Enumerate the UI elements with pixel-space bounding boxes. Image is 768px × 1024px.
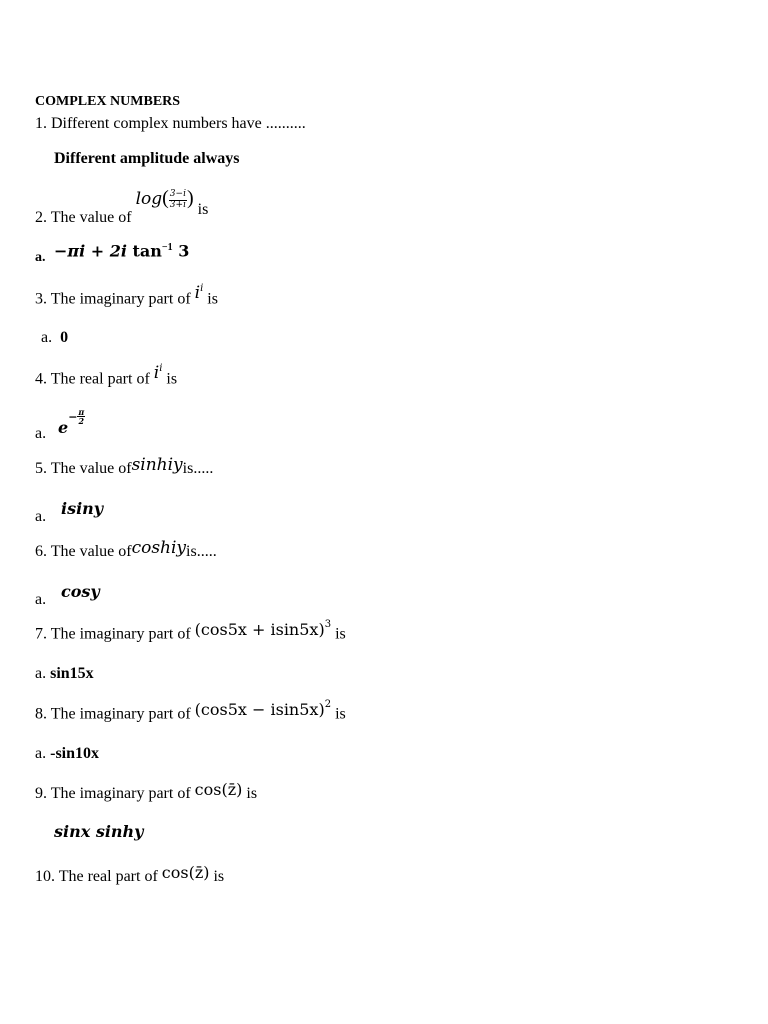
q2-prefix: 2. The value of xyxy=(35,209,132,226)
q3-exp: i xyxy=(200,283,204,294)
q2-answer-c: 3 xyxy=(172,241,190,261)
q3-answer: 0 xyxy=(60,329,69,346)
question-4 xyxy=(35,363,178,388)
q6-suffix: is..... xyxy=(186,543,217,560)
question-6 xyxy=(35,538,217,560)
answer-5: isiny xyxy=(61,499,104,518)
q5-suffix: is..... xyxy=(182,460,214,477)
answer-4 xyxy=(58,407,85,437)
question-1: 1. Different complex numbers have .......... xyxy=(35,115,306,132)
q2-answer-sup: −1 xyxy=(161,242,173,253)
q3-label: a. xyxy=(41,329,53,346)
answer-1: Different amplitude always xyxy=(54,150,240,167)
q7-exp: 3 xyxy=(324,619,332,630)
q8-answer: -sin10x xyxy=(50,745,100,762)
answer-2 xyxy=(54,243,189,260)
question-5 xyxy=(35,455,214,477)
q2-fraction xyxy=(169,190,187,210)
question-8 xyxy=(35,699,346,723)
q2-answer-a: −πi + 2i xyxy=(54,241,133,261)
q4-answer-exponent xyxy=(68,408,85,426)
q3-prefix: 3. The imaginary part of xyxy=(35,290,191,308)
q9-suffix: is xyxy=(246,785,258,802)
q2-answer-tan: tan xyxy=(132,241,162,261)
answer-6-label: a. xyxy=(35,591,47,608)
q7-suffix: is xyxy=(335,625,346,643)
q10-suffix: is xyxy=(213,868,225,885)
q4-exp-den: 2 xyxy=(78,416,85,427)
question-10 xyxy=(35,863,225,885)
q5-expr: sinhiy xyxy=(131,455,183,475)
answer-8 xyxy=(35,746,99,762)
q9-expr: cos(z̄) xyxy=(194,780,243,799)
q4-prefix: 4. The real part of xyxy=(35,370,150,388)
answer-7 xyxy=(35,666,94,682)
q6-prefix: 6. The value of xyxy=(35,543,132,560)
q4-suffix: is xyxy=(166,370,178,388)
q2-numerator: 3−i xyxy=(169,189,186,200)
q6-expr: coshiy xyxy=(131,538,187,558)
q2-paren-close: ) xyxy=(186,187,194,209)
q5-prefix: 5. The value of xyxy=(35,460,132,477)
q10-prefix: 10. The real part of xyxy=(35,868,158,885)
question-3 xyxy=(35,283,218,308)
page-heading: COMPLEX NUMBERS xyxy=(35,94,181,109)
q4-exp: i xyxy=(159,363,163,374)
q8-prefix: 8. The imaginary part of xyxy=(35,705,191,723)
q8-expr: (cos5x − isin5x) xyxy=(194,700,325,720)
answer-2-label: a. xyxy=(35,250,46,265)
q4-answer-base: e xyxy=(58,418,69,437)
answer-4-label: a. xyxy=(35,425,47,442)
answer-9: sinx sinhy xyxy=(54,822,144,841)
q2-suffix: is xyxy=(197,201,209,218)
answer-3 xyxy=(41,330,68,346)
answer-5-label: a. xyxy=(35,508,47,525)
question-9 xyxy=(35,780,258,802)
q4-base: i xyxy=(153,363,160,384)
q7-label: a. xyxy=(35,665,47,682)
q7-expr: (cos5x + isin5x) xyxy=(194,620,325,640)
q8-label: a. xyxy=(35,745,47,762)
q2-log: log xyxy=(135,189,163,209)
q4-exp-frac xyxy=(77,408,85,426)
question-2 xyxy=(35,187,209,226)
q3-base: i xyxy=(194,283,201,304)
q3-suffix: is xyxy=(207,290,218,308)
q8-suffix: is xyxy=(335,705,346,723)
q10-expr: cos(z̄) xyxy=(161,863,210,882)
q2-denominator: 3+i xyxy=(169,199,186,210)
q8-exp: 2 xyxy=(324,699,332,710)
answer-6: cosy xyxy=(61,582,100,601)
q7-answer: sin15x xyxy=(50,665,94,682)
question-7 xyxy=(35,619,346,643)
q4-exp-sign: − xyxy=(68,410,78,424)
q7-prefix: 7. The imaginary part of xyxy=(35,625,191,643)
q9-prefix: 9. The imaginary part of xyxy=(35,785,191,802)
q4-exp-num: π xyxy=(78,407,85,417)
q2-paren-open: ( xyxy=(162,187,169,209)
